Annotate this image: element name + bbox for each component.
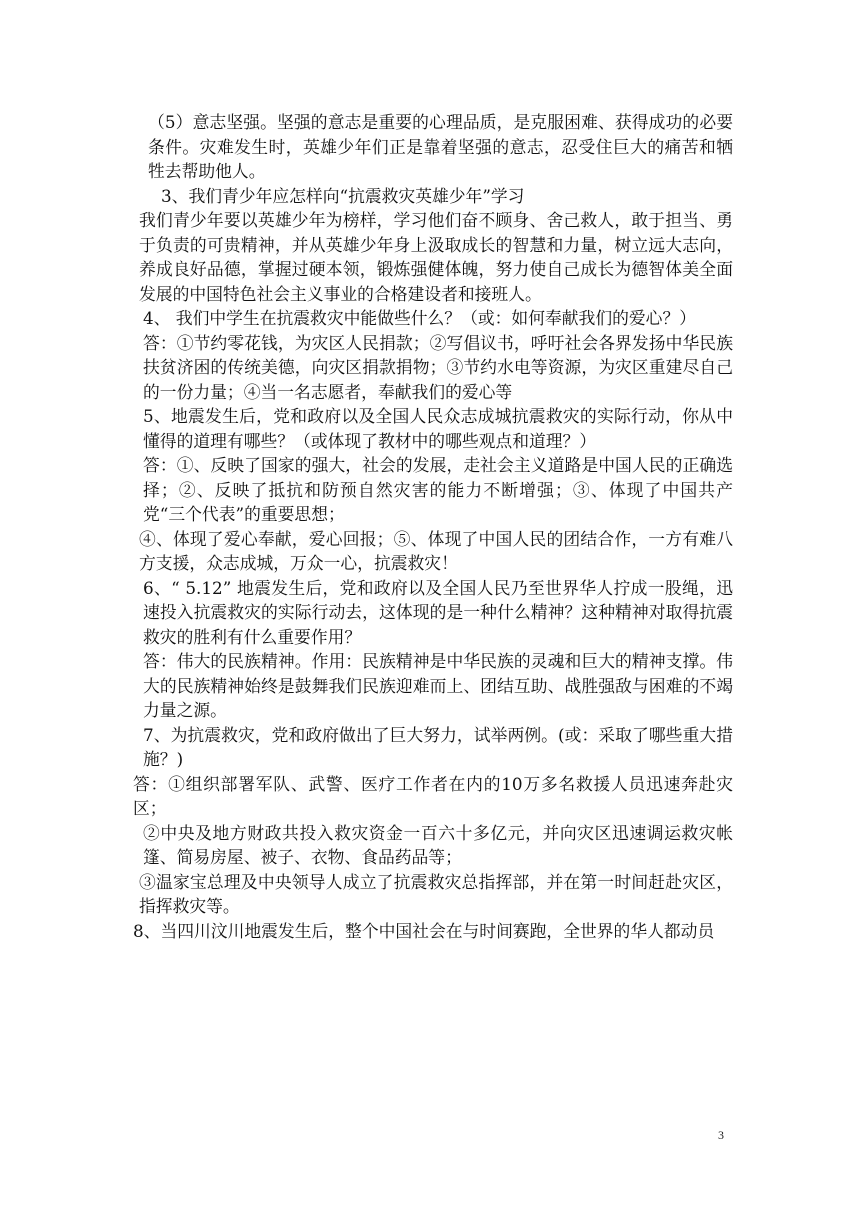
paragraph-willpower: （5）意志坚强。坚强的意志是重要的心理品质，是克服困难、获得成功的必要条件。灾难发生时，英雄少年们正是靠着坚强的意志，忍受住巨大的痛苦和牺牲去帮助他人。 <box>148 112 733 181</box>
page-number: 3 <box>718 1128 724 1142</box>
answer-5-part-1: 答：①、反映了国家的强大，社会的发展，走社会主义道路是中国人民的正确选择；②、反映了抵抗和防预自然灾害的能力不断增强；③、体现了中国共产党“三个代表”的重要思想； <box>143 455 733 524</box>
answer-5-part-2: ④、体现了爱心奉献，爱心回报；⑤、体现了中国人民的团结合作，一方有难八方支援，众志成城，万众一心，抗震救灾！ <box>139 528 733 573</box>
question-4: 4、 我们中学生在抗震救灾中能做些什么？（或：如何奉献我们的爱心？） <box>143 308 697 328</box>
document-body <box>133 110 733 943</box>
paragraph-learn-from-heroes: 我们青少年要以英雄少年为榜样，学习他们奋不顾身、舍己救人，敢于担当、勇于负责的可贵精神，并从英雄少年身上汲取成长的智慧和力量，树立远大志向，养成良好品德，掌握过硬本领，锻炼强健体魄，努力使自己成长为德智体美全面发展的中国特色社会主义事业的合格建设者和接班人。 <box>139 210 733 304</box>
question-5: 5、地震发生后，党和政府以及全国人民众志成城抗震救灾的实际行动，你从中懂得的道理有哪些？（或体现了教材中的哪些观点和道理？） <box>143 406 733 451</box>
answer-6: 答：伟大的民族精神。作用：民族精神是中华民族的灵魂和巨大的精神支撑。伟大的民族精神始终是鼓舞我们民族迎难而上、团结互助、战胜强敌与困难的不竭力量之源。 <box>143 651 733 720</box>
answer-7-item-2: ②中央及地方财政共投入救灾资金一百六十多亿元，并向灾区迅速调运救灾帐篷、简易房屋、被子、衣物、食品药品等； <box>143 822 733 867</box>
answer-4: 答：①节约零花钱，为灾区人民捐款；②写倡议书，呼吁社会各界发扬中华民族扶贫济困的传统美德，向灾区捐款捐物；③节约水电等资源，为灾区重建尽自己的一份力量；④当一名志愿者，奉献我们的爱心等 <box>143 332 733 402</box>
question-7: 7、为抗震救灾，党和政府做出了巨大努力，试举两例。(或：采取了哪些重大措施？) <box>143 724 733 769</box>
heading-how-to-learn: 3、我们青少年应怎样向“抗震救灾英雄少年”学习 <box>161 185 525 206</box>
answer-7-item-1: 答：①组织部署军队、武警、医疗工作者在内的10万多名救援人员迅速奔赴灾区； <box>133 773 733 818</box>
question-6: 6、“ 5.12” 地震发生后，党和政府以及全国人民乃至世界华人拧成一股绳，迅速投入抗震救灾的实际行动去，这体现的是一种什么精神？这种精神对取得抗震救灾的胜利有什么重要作用？ <box>143 577 733 647</box>
answer-7-item-3: ③温家宝总理及中央领导人成立了抗震救灾总指挥部，并在第一时间赶赴灾区，指挥救灾等。 <box>139 871 733 916</box>
question-8: 8、当四川汶川地震发生后，整个中国社会在与时间赛跑，全世界的华人都动员 <box>133 920 715 941</box>
